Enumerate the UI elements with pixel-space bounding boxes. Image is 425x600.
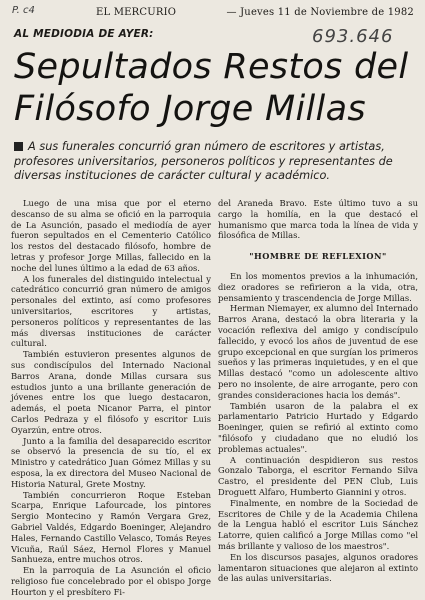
body-column-left — [11, 198, 211, 597]
paragraph: En los momentos previos a la inhumación, diez oradores se refirieron a la vida, otra, pensamiento y trascendencia de Jorge Millas. — [218, 270, 418, 303]
body-column-right — [218, 198, 418, 584]
paragraph: Finalmente, en nombre de la Sociedad de Escritores de Chile y de la Academia Chilena de la Lengua habló el escritor Luis Sánchez Latorre, quien calificó a Jorge Millas como "el más brillante y valioso de los maestros". — [218, 497, 418, 551]
handwritten-archive-number: 693.646 — [312, 26, 394, 47]
bullet-square-icon — [14, 142, 23, 151]
paragraph: También concurrieron Roque Esteban Scarpa, Enrique Lafourcade, los pintores Sergio Montecino y Ramón Vergara Grez, Gabriel Valdés, Edgardo Boeninger, Alejandro Hales, Fernando Castillo Velasco, Tomás Reyes Vicuña, Raúl Sáez, Hernol Flores y Manuel Sanhueza, entre muchos otros. — [11, 489, 211, 565]
paragraph: Junto a la familia del desaparecido escritor se observó la presencia de su tío, el ex Ministro y catedrático Juan Gómez Millas y su esposa, la ex directora del Museo Nacional de Historia Natural, Grete Mostny. — [11, 435, 211, 489]
paragraph: También estuvieron presentes algunos de sus condiscípulos del Internado Nacional Barros Arana, donde Millas cursara sus estudios junto a una brillante generación de jóvenes entre los que luego destacaron, además, el poeta Nicanor Parra, el pintor Carlos Pedraza y el filósofo y escritor Luis Oyarzún, entre otros. — [11, 349, 211, 435]
handwritten-page-note: P. c4 — [12, 5, 35, 16]
paragraph: En la parroquia de La Asunción el oficio religioso fue concelebrado por el obispo Jorge Hourton y el presbítero Fi- — [11, 565, 211, 597]
headline-line-2: Filósofo Jorge Millas — [14, 89, 366, 129]
paragraph: Luego de una misa que por el eterno descanso de su alma se ofició en la parroquia de La Asunción, pasado el mediodía de ayer fueron sepultados en el Cementerio Católico los restos del destacado filósofo, hombre de letras y profesor Jorge Millas, fallecido en la noche del lunes último a la edad de 63 años. — [11, 198, 211, 273]
issue-date: — Jueves 11 de Noviembre de 1982 — [226, 7, 414, 18]
section-subhead: "HOMBRE DE REFLEXION" — [249, 251, 387, 262]
newspaper-header — [96, 7, 414, 18]
paragraph: También usaron de la palabra el ex parlamentario Patricio Hurtado y Edgardo Boeninger, quien se refirió al extinto como "filósofo y ciudadano que no eludió los problemas actuales". — [218, 400, 418, 454]
paragraph: del Araneda Bravo. Este último tuvo a su cargo la homilía, en la que destacó el humanismo que marca toda la línea de vida y filosófica de Millas. — [218, 198, 418, 241]
newspaper-name: EL MERCURIO — [96, 7, 177, 18]
deck-text: A sus funerales concurrió gran número de escritores y artistas, profesores universitarios, personeros políticos y representantes de diversas instituciones de carácter cultural y académico. — [14, 140, 393, 182]
paragraph: A los funerales del distinguido intelectual y catedrático concurrió gran número de amigos personales del extinto, así como profesores universitarios, escritores y artistas, personeros políticos y representantes de las más diversas instituciones de carácter cultural. — [11, 273, 211, 349]
headline-line-1: Sepultados Restos del — [14, 47, 409, 87]
headline — [14, 46, 414, 130]
kicker: AL MEDIODIA DE AYER: — [14, 28, 154, 40]
paragraph: A continuación despidieron sus restos Gonzalo Taborga, el escritor Fernando Silva Castro, el presidente del PEN Club, Luis Droguett Alfaro, Humberto Giannini y otros. — [218, 454, 418, 497]
paragraph: En los discursos pasajes, algunos oradores lamentaron situaciones que alejaron al extinto de las aulas universitarias. — [218, 551, 418, 584]
deck-summary — [14, 140, 414, 184]
paragraph: Herman Niemayer, ex alumno del Internado Barros Arana, destacó la obra literaria y la vocación reflexiva del amigo y condiscípulo fallecido, y evocó los años de juventud de ese grupo excepcional en que surgían los primeros sueños y las primeras inquietudes, y en el que Millas destacó "como un adolescente altivo pero no insolente, de aire arrogante, pero con grandes consideraciones hacia los demás". — [218, 303, 418, 400]
